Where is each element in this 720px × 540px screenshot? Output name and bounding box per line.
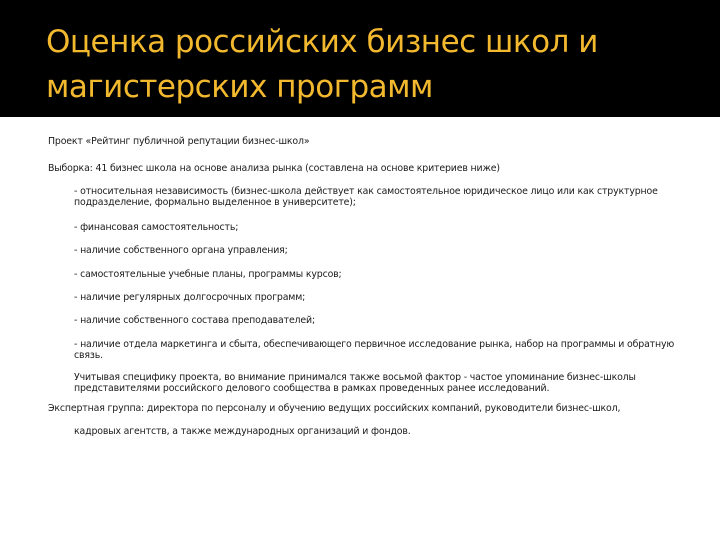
project-line: Проект «Рейтинг публичной репутации бизнес-школ» — [48, 136, 310, 147]
criterion-item: - самостоятельные учебные планы, программы курсов; — [74, 269, 342, 280]
expert-group-line: Экспертная группа: директора по персоналу и обучению ведущих российских компаний, руководители бизнес-школ, — [48, 403, 621, 414]
criterion-item: - относительная независимость (бизнес-школа действует как самостоятельное юридическое лицо или как структурное подразделение, формально выделенное в университете); — [74, 186, 658, 208]
title-bar — [0, 0, 720, 117]
criterion-item: - наличие регулярных долгосрочных программ; — [74, 292, 306, 303]
slide-title: Оценка российских бизнес школ и магистерских программ — [46, 24, 598, 105]
criterion-item: - наличие собственного состава преподавателей; — [74, 315, 315, 326]
criterion-item: - наличие отдела маркетинга и сбыта, обеспечивающего первичное исследование рынка, набор на программы и обратную связь. — [74, 339, 675, 361]
criterion-item: - финансовая самостоятельность; — [74, 222, 239, 233]
sample-line: Выборка: 41 бизнес школа на основе анализа рынка (составлена на основе критериев ниже) — [48, 163, 500, 174]
expert-group-continuation: кадровых агентств, а также международных организаций и фондов. — [74, 426, 411, 437]
note-paragraph: Учитывая специфику проекта, во внимание принимался также восьмой фактор - частое упоминание бизнес-школы представителями российского делового сообщества в рамках проведенных ранее исследований. — [74, 372, 636, 394]
criterion-item: - наличие собственного органа управления; — [74, 245, 288, 256]
